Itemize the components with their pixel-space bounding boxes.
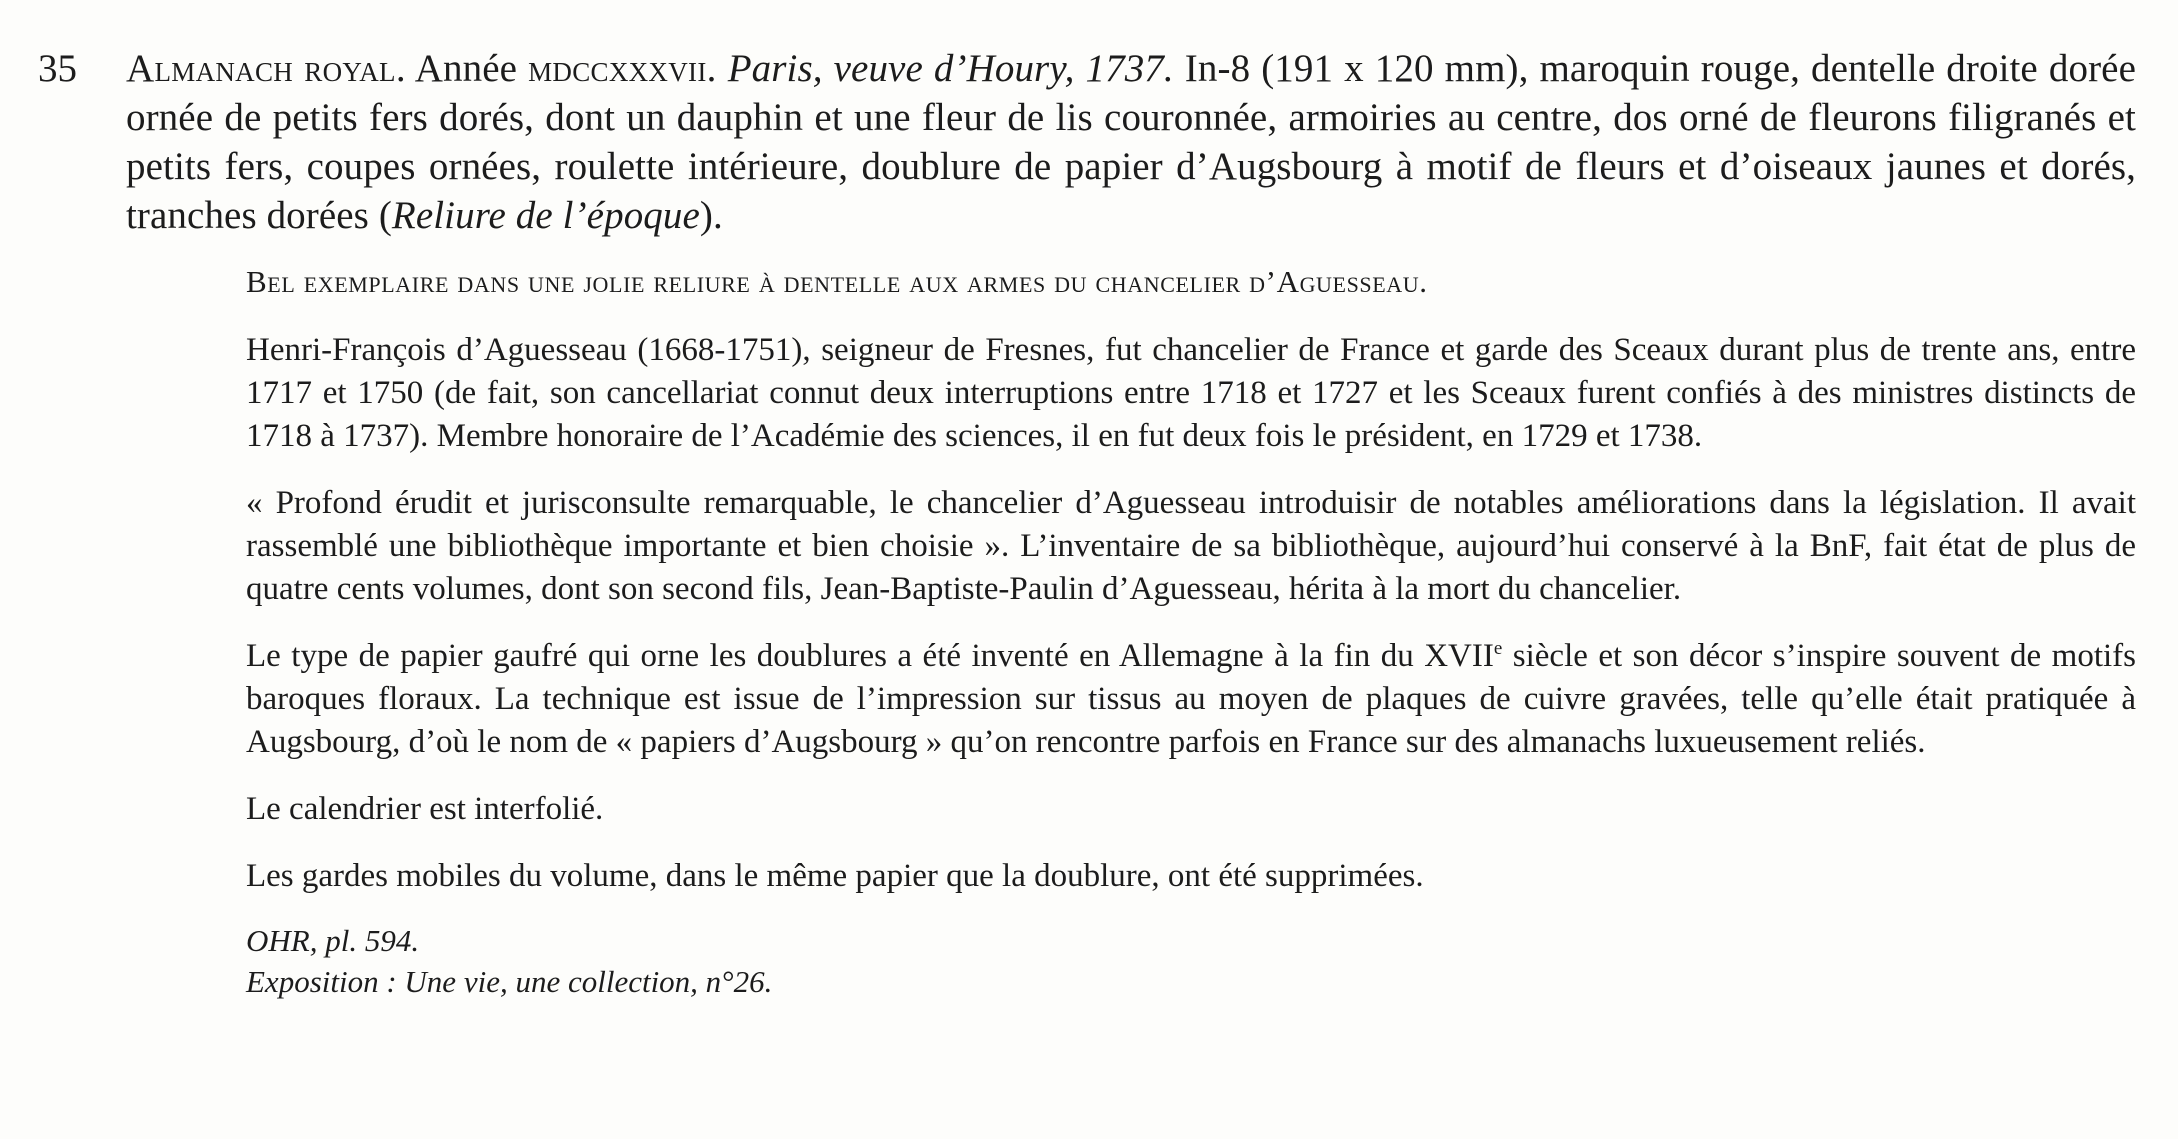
paragraph-augsburg-paper [246, 635, 2136, 764]
lot-heading [126, 44, 2136, 240]
paragraph-calendar: Le calendrier est interfolié. [246, 791, 604, 827]
reference-ohr: OHR, pl. 594. [246, 923, 420, 958]
lot-imprint: Paris, veuve d’Houry, 1737. [716, 47, 1174, 90]
lot-binding-note: Reliure de l’époque [391, 194, 700, 237]
paragraph-aguesseau-bio: Henri-François d’Aguesseau (1668-1751), seigneur de Fresnes, fut chancelier de France et garde des Sceaux durant plus de trente ans, entre 1717 et 1750 (de fait, son cancellariat connut deux interruptions entre 1718 et 1727 et les Sceaux furent confiés à des ministres distincts de 1718 à 1737). Membre honoraire de l’Académie des sciences, il en fut deux fois le président, en 1729 et 1738. [246, 332, 2136, 454]
century-superscript: e [1493, 638, 1503, 659]
lot-title-year-word: Année [405, 47, 529, 90]
paragraph-endpapers: Les gardes mobiles du volume, dans le même papier que la doublure, ont été supprimées. [246, 858, 1424, 894]
lead-paragraph: Bel exemplaire dans une jolie reliure à dentelle aux armes du chancelier d’Aguesseau. [246, 264, 1428, 299]
reference-exposition: Exposition : Une vie, une collection, n°26. [246, 964, 773, 999]
lot-description: In-8 (191 x 120 mm), maroquin rouge, dentelle droite dorée ornée de petits fers dorés, dont un dauphin et une fleur de lis couronnée, armoiries au centre, dos orné de fleurons filigranés et petits fers, coupes ornées, roulette intérieure, doublure de papier d’Augsbourg à motif de fleurs et d’oiseaux jaunes et dorés, tranches dorées ( [126, 47, 2136, 237]
lot-notes [246, 260, 2136, 1002]
paragraph-library-quote: « Profond érudit et jurisconsulte remarquable, le chancelier d’Aguesseau introduisir de notables améliorations dans la législation. Il avait rassemblé une bibliothèque importante et bien choisie ». L’inventaire de sa bibliothèque, aujourd’hui conservé à la BnF, fait état de plus de quatre cents volumes, dont son second fils, Jean-Baptiste-Paulin d’Aguesseau, hérita à la mort du chancelier. [246, 485, 2136, 607]
lot-title-roman-year: mdccxxxvii. [528, 47, 717, 90]
references [246, 920, 2136, 1002]
paragraph-augsburg-paper-end: siècle et son décor s’inspire souvent de motifs baroques floraux. La technique est issue de l’impression sur tissus au moyen de plaques de cuivre gravées, telle qu’elle était pratiquée à Augsbourg, d’où le nom de « papiers d’Augsbourg » qu’on rencontre parfois en France sur des almanachs luxueusement reliés. [246, 638, 2136, 760]
paragraph-augsburg-paper-start: Le type de papier gaufré qui orne les doublures a été inventé en Allemagne à la fin du XVII [246, 638, 1494, 674]
lot-number: 35 [38, 47, 77, 90]
lot-title: Almanach royal. [126, 47, 406, 90]
lot-description-end: ). [699, 194, 723, 237]
